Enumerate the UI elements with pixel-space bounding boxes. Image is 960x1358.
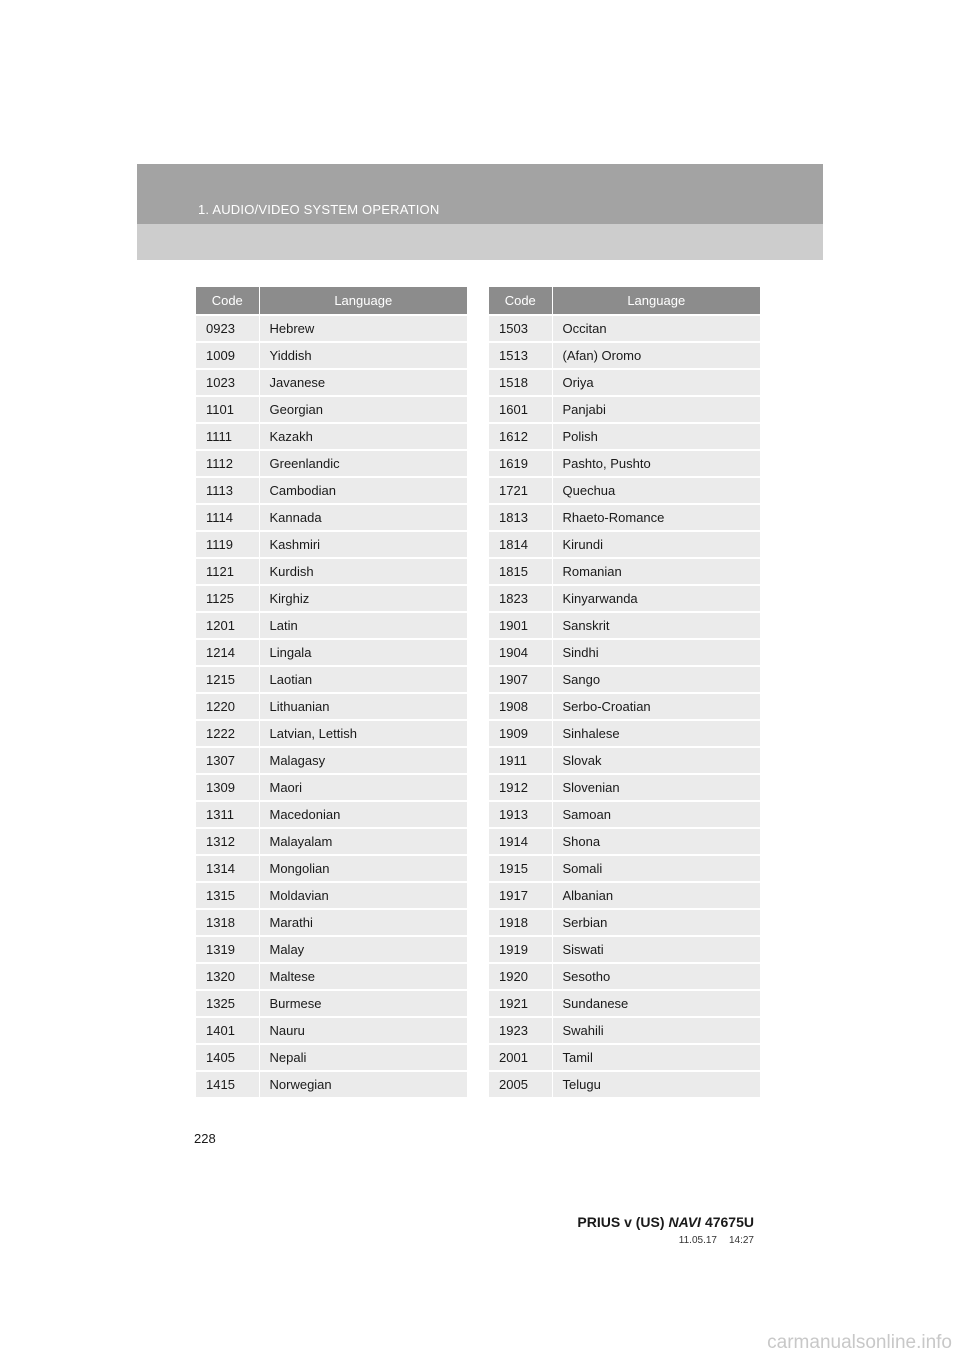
code-cell: 1915	[489, 855, 552, 882]
language-cell: Somali	[552, 855, 760, 882]
language-cell: Lithuanian	[259, 693, 467, 720]
table-row	[489, 504, 760, 531]
table-row	[196, 477, 467, 504]
language-cell: Malayalam	[259, 828, 467, 855]
language-cell: Tamil	[552, 1044, 760, 1071]
code-cell: 1911	[489, 747, 552, 774]
language-cell: Javanese	[259, 369, 467, 396]
language-cell: Macedonian	[259, 801, 467, 828]
language-cell: (Afan) Oromo	[552, 342, 760, 369]
language-cell: Nepali	[259, 1044, 467, 1071]
code-cell: 1918	[489, 909, 552, 936]
table-row	[489, 369, 760, 396]
language-cell: Sinhalese	[552, 720, 760, 747]
code-cell: 1009	[196, 342, 259, 369]
table-row	[489, 720, 760, 747]
navi-label: NAVI	[668, 1214, 701, 1230]
table-body	[196, 315, 467, 1097]
language-cell: Kashmiri	[259, 531, 467, 558]
code-cell: 1619	[489, 450, 552, 477]
table-row	[196, 801, 467, 828]
table-row	[196, 990, 467, 1017]
table-row	[489, 882, 760, 909]
language-cell: Kannada	[259, 504, 467, 531]
code-cell: 1919	[489, 936, 552, 963]
code-cell: 1320	[196, 963, 259, 990]
code-cell: 1914	[489, 828, 552, 855]
language-cell: Kurdish	[259, 558, 467, 585]
table-row	[196, 450, 467, 477]
code-cell: 1907	[489, 666, 552, 693]
part-number: 47675U	[704, 1214, 754, 1230]
section-header-bar	[137, 164, 823, 224]
code-cell: 1518	[489, 369, 552, 396]
language-cell: Latvian, Lettish	[259, 720, 467, 747]
table-body	[489, 315, 760, 1097]
table-row	[489, 450, 760, 477]
table-row	[196, 639, 467, 666]
table-row	[196, 423, 467, 450]
footer-model-line	[577, 1214, 754, 1230]
table-row	[489, 693, 760, 720]
table-row	[196, 882, 467, 909]
code-cell: 1119	[196, 531, 259, 558]
code-cell: 1912	[489, 774, 552, 801]
table-header-row	[489, 287, 760, 315]
language-cell: Polish	[552, 423, 760, 450]
table-row	[196, 612, 467, 639]
language-cell: Occitan	[552, 315, 760, 342]
table-row	[489, 963, 760, 990]
language-cell: Slovenian	[552, 774, 760, 801]
table-row	[489, 990, 760, 1017]
table-row	[489, 1017, 760, 1044]
language-cell: Burmese	[259, 990, 467, 1017]
language-cell: Georgian	[259, 396, 467, 423]
table-row	[196, 693, 467, 720]
code-cell: 1405	[196, 1044, 259, 1071]
language-cell: Telugu	[552, 1071, 760, 1097]
table-row	[196, 396, 467, 423]
table-row	[196, 504, 467, 531]
model-name: PRIUS v (US)	[577, 1214, 665, 1230]
language-cell: Malay	[259, 936, 467, 963]
code-cell: 1311	[196, 801, 259, 828]
code-cell: 1111	[196, 423, 259, 450]
language-cell: Kinyarwanda	[552, 585, 760, 612]
table-row	[489, 774, 760, 801]
language-cell: Cambodian	[259, 477, 467, 504]
language-cell: Maori	[259, 774, 467, 801]
code-cell: 1401	[196, 1017, 259, 1044]
table-row	[489, 558, 760, 585]
code-cell: 1823	[489, 585, 552, 612]
code-cell: 1904	[489, 639, 552, 666]
code-cell: 1309	[196, 774, 259, 801]
table-header-row	[196, 287, 467, 315]
code-cell: 1721	[489, 477, 552, 504]
language-cell: Albanian	[552, 882, 760, 909]
language-cell: Sesotho	[552, 963, 760, 990]
code-cell: 1917	[489, 882, 552, 909]
table-row	[489, 666, 760, 693]
language-cell: Mongolian	[259, 855, 467, 882]
code-cell: 1612	[489, 423, 552, 450]
code-cell: 1813	[489, 504, 552, 531]
footer-time: 14:27	[728, 1235, 754, 1246]
language-code-table-right	[489, 287, 760, 1097]
code-cell: 1121	[196, 558, 259, 585]
table-row	[196, 747, 467, 774]
language-cell: Kirundi	[552, 531, 760, 558]
table-row	[489, 531, 760, 558]
code-cell: 1909	[489, 720, 552, 747]
table-row	[196, 558, 467, 585]
table-row	[196, 342, 467, 369]
table-row	[489, 315, 760, 342]
language-cell: Hebrew	[259, 315, 467, 342]
code-cell: 1920	[489, 963, 552, 990]
language-cell: Sanskrit	[552, 612, 760, 639]
table-row	[196, 666, 467, 693]
table-row	[489, 639, 760, 666]
section-title: 1. AUDIO/VIDEO SYSTEM OPERATION	[198, 202, 440, 217]
footer-timestamp	[679, 1235, 754, 1246]
code-cell: 1415	[196, 1071, 259, 1097]
table-row	[196, 369, 467, 396]
language-cell: Latin	[259, 612, 467, 639]
language-cell: Kirghiz	[259, 585, 467, 612]
code-cell: 1814	[489, 531, 552, 558]
language-cell: Marathi	[259, 909, 467, 936]
footer-date: 11.05.17	[678, 1235, 717, 1246]
language-cell: Rhaeto-Romance	[552, 504, 760, 531]
table-row	[196, 1017, 467, 1044]
table-row	[489, 612, 760, 639]
language-cell: Moldavian	[259, 882, 467, 909]
language-cell: Kazakh	[259, 423, 467, 450]
language-cell: Serbo-Croatian	[552, 693, 760, 720]
code-cell: 1112	[196, 450, 259, 477]
code-cell: 1513	[489, 342, 552, 369]
language-cell: Swahili	[552, 1017, 760, 1044]
code-cell: 1307	[196, 747, 259, 774]
language-cell: Shona	[552, 828, 760, 855]
table-row	[489, 828, 760, 855]
code-cell: 1921	[489, 990, 552, 1017]
code-cell: 1901	[489, 612, 552, 639]
table-row	[489, 855, 760, 882]
code-cell: 1601	[489, 396, 552, 423]
code-cell: 0923	[196, 315, 259, 342]
table-row	[489, 1071, 760, 1097]
language-cell: Yiddish	[259, 342, 467, 369]
code-cell: 1315	[196, 882, 259, 909]
code-cell: 1222	[196, 720, 259, 747]
language-cell: Sango	[552, 666, 760, 693]
code-cell: 1312	[196, 828, 259, 855]
language-code-table-left	[196, 287, 467, 1097]
code-cell: 1815	[489, 558, 552, 585]
table-row	[489, 1044, 760, 1071]
table-row	[196, 936, 467, 963]
code-cell: 1908	[489, 693, 552, 720]
language-cell: Nauru	[259, 1017, 467, 1044]
code-cell: 1023	[196, 369, 259, 396]
code-cell: 1923	[489, 1017, 552, 1044]
language-cell: Quechua	[552, 477, 760, 504]
code-cell: 1101	[196, 396, 259, 423]
table-row	[489, 936, 760, 963]
code-cell: 1319	[196, 936, 259, 963]
code-cell: 1114	[196, 504, 259, 531]
table-row	[489, 747, 760, 774]
watermark: carmanualsonline.info	[767, 1332, 952, 1353]
language-cell: Sundanese	[552, 990, 760, 1017]
code-cell: 1214	[196, 639, 259, 666]
table-row	[489, 801, 760, 828]
language-column-header: Language	[259, 287, 467, 315]
table-row	[196, 531, 467, 558]
table-row	[196, 585, 467, 612]
table-row	[489, 396, 760, 423]
section-header	[137, 164, 823, 260]
language-cell: Norwegian	[259, 1071, 467, 1097]
table-row	[196, 315, 467, 342]
language-cell: Pashto, Pushto	[552, 450, 760, 477]
table-row	[196, 963, 467, 990]
code-cell: 1503	[489, 315, 552, 342]
language-cell: Slovak	[552, 747, 760, 774]
code-cell: 1125	[196, 585, 259, 612]
table-row	[489, 423, 760, 450]
table-row	[196, 909, 467, 936]
language-cell: Maltese	[259, 963, 467, 990]
table-row	[196, 828, 467, 855]
language-cell: Romanian	[552, 558, 760, 585]
code-cell: 1220	[196, 693, 259, 720]
table-row	[196, 774, 467, 801]
table-row	[196, 1044, 467, 1071]
table-row	[196, 855, 467, 882]
code-cell: 1318	[196, 909, 259, 936]
language-cell: Siswati	[552, 936, 760, 963]
language-cell: Laotian	[259, 666, 467, 693]
code-cell: 1325	[196, 990, 259, 1017]
table-row	[489, 585, 760, 612]
language-cell: Samoan	[552, 801, 760, 828]
language-cell: Sindhi	[552, 639, 760, 666]
code-cell: 1913	[489, 801, 552, 828]
page-number: 228	[194, 1131, 216, 1146]
code-cell: 1113	[196, 477, 259, 504]
table-row	[489, 477, 760, 504]
language-cell: Lingala	[259, 639, 467, 666]
table-row	[196, 1071, 467, 1097]
language-cell: Oriya	[552, 369, 760, 396]
language-cell: Serbian	[552, 909, 760, 936]
language-cell: Malagasy	[259, 747, 467, 774]
language-column-header: Language	[552, 287, 760, 315]
code-cell: 1215	[196, 666, 259, 693]
code-cell: 1314	[196, 855, 259, 882]
code-cell: 2005	[489, 1071, 552, 1097]
table-row	[489, 342, 760, 369]
language-cell: Panjabi	[552, 396, 760, 423]
code-cell: 2001	[489, 1044, 552, 1071]
language-cell: Greenlandic	[259, 450, 467, 477]
table-row	[196, 720, 467, 747]
code-column-header: Code	[196, 287, 259, 315]
code-column-header: Code	[489, 287, 552, 315]
table-row	[489, 909, 760, 936]
code-cell: 1201	[196, 612, 259, 639]
